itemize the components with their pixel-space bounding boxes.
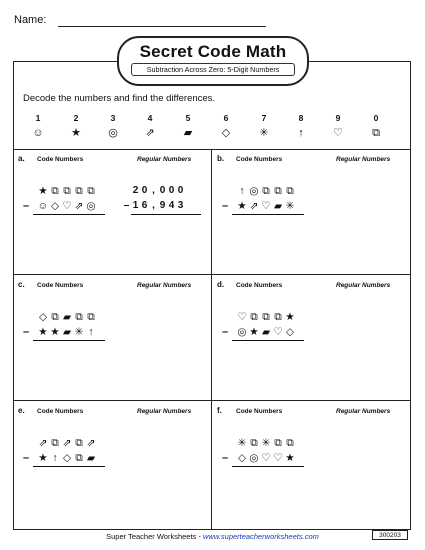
squares-icon: ⧉ [372,127,380,139]
code-symbol: ★ [50,325,60,338]
code-symbol: ★ [38,325,48,338]
code-symbol: ⇗ [249,199,259,212]
key-digit: 5 [185,113,191,123]
code-symbol: ⧉ [75,184,83,197]
key-digit: 3 [110,113,116,123]
code-symbol: ▰ [273,199,283,212]
minus-sign: – [222,199,229,212]
regular-digit: 0 [141,185,148,196]
smiley-icon: ☺ [32,127,44,139]
code-symbol: ◎ [249,184,259,197]
code-symbol: ♡ [62,199,72,212]
code-symbol: ⧉ [250,310,258,323]
code-symbol: ◇ [50,199,60,212]
regular-digit: 6 [141,200,148,211]
code-symbol: ⧉ [274,310,282,323]
heart-icon: ♡ [333,127,343,139]
code-symbol: ⧉ [286,436,294,449]
code-symbol: ★ [38,451,48,464]
code-symbol: ⧉ [51,436,59,449]
problem-letter: b. [217,154,225,163]
regular-numbers-header: Regular Numbers [137,282,192,289]
code-symbol: ♡ [261,451,271,464]
regular-digit: 0 [159,185,166,196]
code-symbol: ▰ [86,451,96,464]
answer-line [232,466,304,467]
problem-cell [13,401,212,526]
code-symbol: ♡ [261,199,271,212]
minus-sign: – [23,199,30,212]
code-symbol: ⧉ [51,184,59,197]
code-symbol: ⧉ [87,184,95,197]
footer-brand: Super Teacher Worksheets - [106,532,203,541]
problem-letter: f. [217,406,222,415]
code-symbol: ◎ [86,199,96,212]
problem-cell [212,401,411,526]
code-symbol: ⧉ [262,310,270,323]
code-symbol: ★ [285,310,295,323]
code-numbers-header: Code Numbers [37,156,84,163]
footer-link[interactable]: www.superteacherworksheets.com [202,532,319,541]
problem-cell [212,149,411,274]
minus-sign: – [23,325,30,338]
regular-numbers-header: Regular Numbers [336,408,391,415]
code-symbol: ◇ [237,451,247,464]
code-symbol: ★ [237,199,247,212]
problem-letter: c. [18,280,25,289]
code-numbers-header: Code Numbers [37,282,84,289]
parallelogram-icon: ▰ [183,127,193,139]
code-symbol: ▰ [62,325,72,338]
code-symbol: ♡ [273,325,283,338]
code-symbol: ⧉ [51,310,59,323]
code-symbol: ◇ [62,451,72,464]
code-symbol: ▰ [62,310,72,323]
name-field[interactable] [58,26,266,27]
code-symbol: ✳ [74,325,84,338]
code-symbol: ⧉ [87,310,95,323]
code-symbol: ♡ [273,451,283,464]
minus-sign: – [222,325,229,338]
answer-line [131,214,201,215]
code-symbol: ◎ [249,451,259,464]
key-entry [366,113,386,139]
worksheet-code: 300203 [372,530,408,540]
regular-digit: 1 [132,200,139,211]
key-digit: 7 [261,113,267,123]
code-symbol: ⧉ [75,451,83,464]
problem-cell [212,275,411,400]
code-symbol: ⇗ [74,199,84,212]
key-entry [28,113,48,139]
code-symbol: ★ [285,451,295,464]
key-digit: 6 [223,113,229,123]
code-numbers-header: Code Numbers [236,282,283,289]
key-digit: 9 [335,113,341,123]
key-entry [216,113,236,139]
code-symbol: ▰ [261,325,271,338]
code-symbol: ✳ [261,436,271,449]
regular-numbers-header: Regular Numbers [336,282,391,289]
instructions: Decode the numbers and find the differences. [23,93,216,104]
problem-letter: e. [18,406,25,415]
answer-line [33,340,105,341]
regular-digit: 4 [168,200,175,211]
code-numbers-header: Code Numbers [236,156,283,163]
code-symbol: ⧉ [274,436,282,449]
key-digit: 1 [35,113,41,123]
diamond-icon: ◇ [221,127,231,139]
code-symbol: ◇ [285,325,295,338]
key-entry [103,113,123,139]
key-entry [66,113,86,139]
code-symbol: ☺ [37,199,49,212]
footer [0,532,425,541]
key-entry [140,113,160,139]
problem-cell [13,275,212,400]
regular-digit: 9 [159,200,166,211]
minus-sign: – [123,200,130,211]
code-symbol: ✳ [285,199,295,212]
answer-line [33,214,105,215]
code-subtraction [23,183,105,215]
name-label: Name: [14,14,47,26]
answer-line [33,466,105,467]
code-subtraction [23,309,105,341]
code-symbol: ⇗ [62,436,72,449]
code-subtraction [222,435,304,467]
asterisk-icon: ✳ [259,127,269,139]
star-icon: ★ [71,127,81,139]
key-digit: 4 [147,113,153,123]
code-symbol: ↑ [88,325,94,338]
key-entry [328,113,348,139]
key-digit: 0 [373,113,379,123]
answer-line [232,214,304,215]
code-subtraction [222,183,304,215]
code-symbol: ↑ [52,451,58,464]
title-box [117,36,309,86]
code-symbol: ⧉ [75,310,83,323]
code-symbol: ⇗ [86,436,96,449]
code-symbol: ✳ [237,436,247,449]
key-digit: 2 [73,113,79,123]
code-symbol: ⧉ [286,184,294,197]
key-entry [178,113,198,139]
regular-digit: 3 [177,200,184,211]
code-subtraction [222,309,304,341]
code-symbol: ⧉ [63,184,71,197]
page-subtitle: Subtraction Across Zero: 5-Digit Numbers [131,63,295,76]
code-symbol: ◎ [237,325,247,338]
regular-numbers-header: Regular Numbers [137,156,192,163]
regular-subtraction [123,183,201,215]
regular-numbers-header: Regular Numbers [137,408,192,415]
code-numbers-header: Code Numbers [236,408,283,415]
pin-icon: ⇗ [145,127,155,139]
code-symbol: ★ [249,325,259,338]
minus-sign: – [222,451,229,464]
problem-cell [13,149,212,274]
regular-numbers-header: Regular Numbers [336,156,391,163]
key-entry [254,113,274,139]
page-title: Secret Code Math [139,42,287,61]
problem-letter: d. [217,280,225,289]
code-symbol: ★ [38,184,48,197]
answer-line [232,340,304,341]
key-digit: 8 [298,113,304,123]
key-entry [291,113,311,139]
regular-digit: , [152,200,155,211]
code-symbol: ⧉ [274,184,282,197]
regular-digit: 2 [132,185,139,196]
arrow-up-icon: ↑ [298,127,304,139]
code-symbol: ⇗ [38,436,48,449]
code-symbol: ⧉ [250,436,258,449]
minus-sign: – [23,451,30,464]
regular-digit: , [152,185,155,196]
code-numbers-header: Code Numbers [37,408,84,415]
code-symbol: ◇ [38,310,48,323]
code-symbol: ♡ [237,310,247,323]
code-subtraction [23,435,105,467]
regular-digit: 0 [168,185,175,196]
code-symbol: ↑ [239,184,245,197]
spiral-icon: ◎ [108,127,118,139]
regular-digit: 0 [177,185,184,196]
problem-letter: a. [18,154,25,163]
code-symbol: ⧉ [75,436,83,449]
code-symbol: ⧉ [262,184,270,197]
